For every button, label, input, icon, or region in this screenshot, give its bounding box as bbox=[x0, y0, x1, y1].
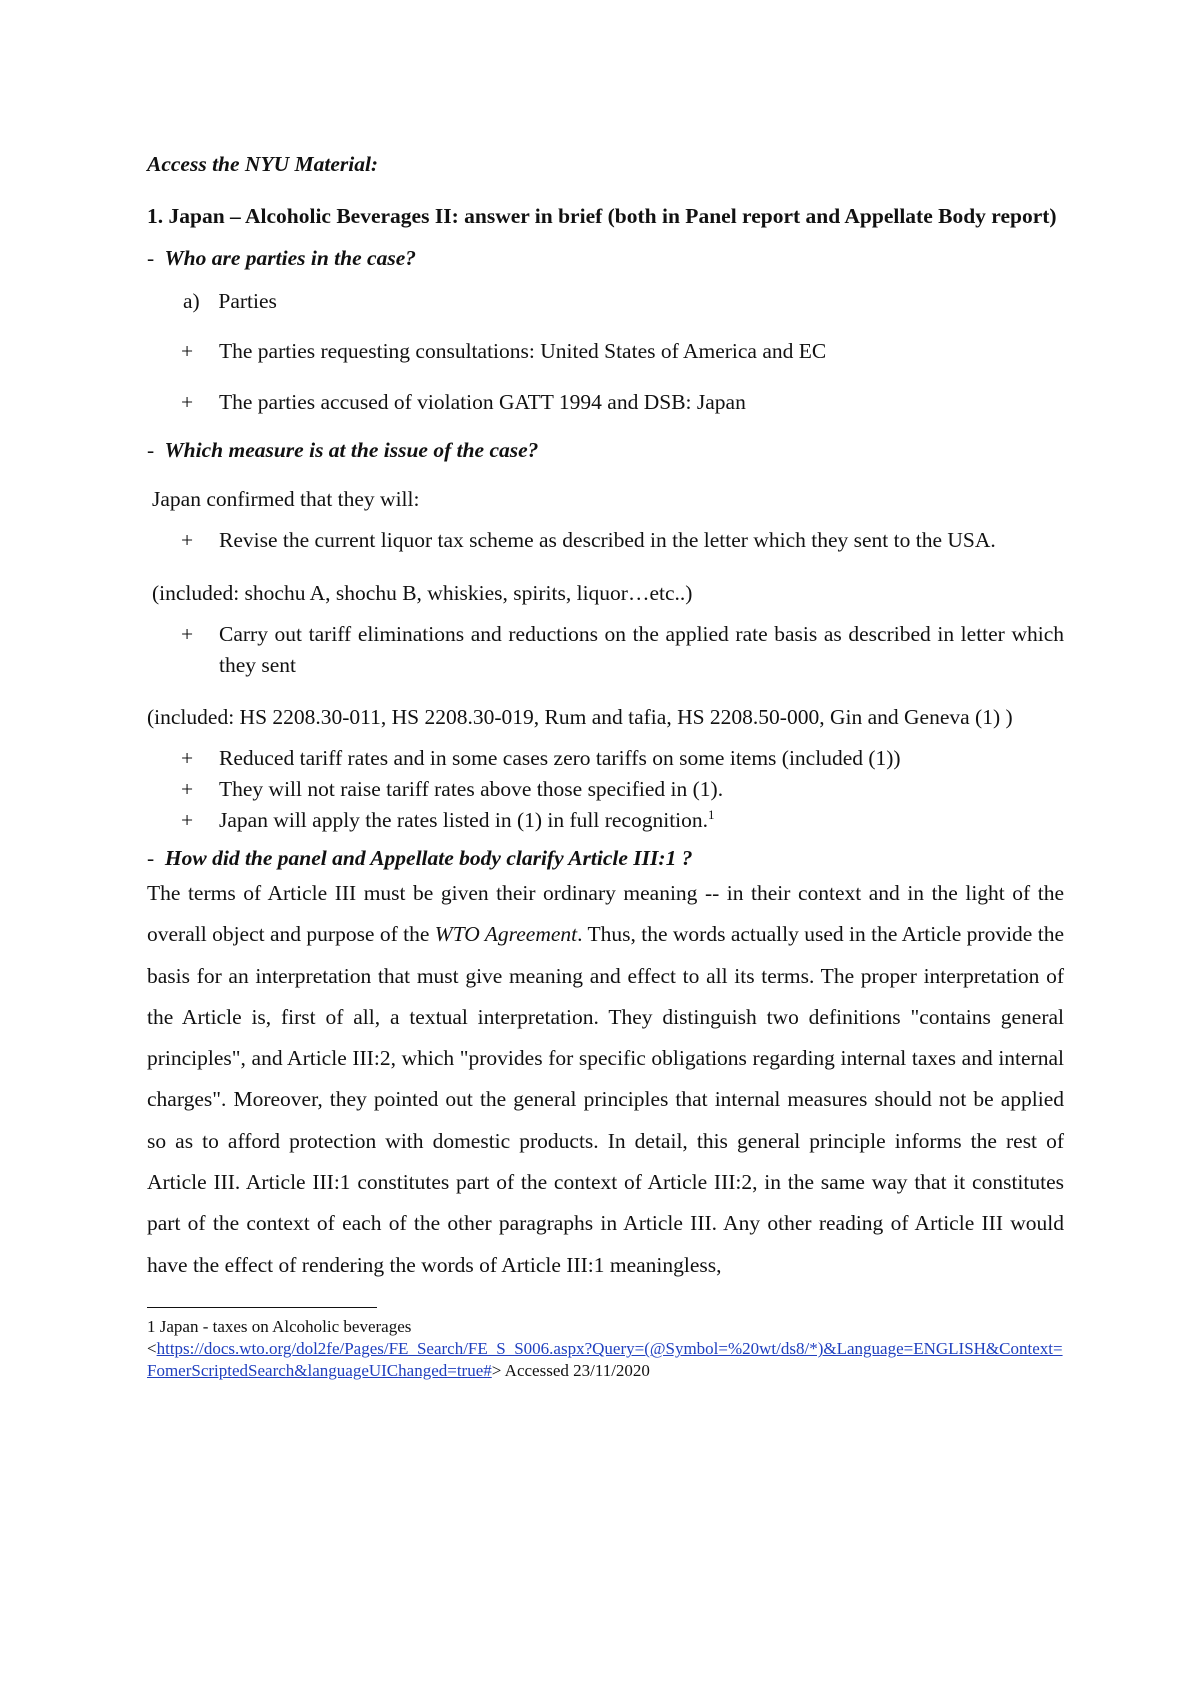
list-item bbox=[147, 774, 1064, 805]
footnote bbox=[147, 1316, 1064, 1382]
body-paragraph bbox=[147, 873, 1064, 1286]
parties-subheading bbox=[147, 289, 1064, 314]
question-text: How did the panel and Appellate body clarify Article III:1 ? bbox=[164, 846, 693, 870]
question-text: Who are parties in the case? bbox=[164, 245, 416, 270]
plus-bullet: + bbox=[181, 389, 194, 414]
list-item bbox=[147, 743, 1064, 774]
list-item bbox=[147, 336, 1064, 367]
footnote-link[interactable]: https://docs.wto.org/dol2fe/Pages/FE_Search/FE_S_S006.aspx?Query=(@Symbol=%20wt/ds8/*)&Language=ENGLISH&Context=FomerScriptedSearch&languageUIChanged=true# bbox=[147, 1339, 1063, 1381]
list-item bbox=[147, 805, 1064, 836]
list-item-text: Revise the current liquor tax scheme as described in the letter which they sent to the USA. bbox=[219, 528, 996, 552]
list-item-text: The parties accused of violation GATT 1994 and DSB: Japan bbox=[219, 389, 746, 414]
question-parties bbox=[147, 246, 1064, 271]
question-measure bbox=[147, 438, 1064, 463]
paragraph-emphasis: WTO Agreement bbox=[434, 922, 578, 947]
footnote-bracket: > bbox=[491, 1361, 502, 1381]
measure-intro: Japan confirmed that they will: bbox=[152, 487, 420, 511]
list-item-text: Carry out tariff eliminations and reductions on the applied rate basis as described in letter which they sent bbox=[219, 621, 1064, 677]
document-title: Access the NYU Material: bbox=[147, 152, 379, 176]
plus-bullet: + bbox=[181, 808, 194, 832]
footnote-accessed: Accessed 23/11/2020 bbox=[501, 1361, 650, 1381]
list-item bbox=[147, 525, 1064, 556]
plus-bullet: + bbox=[181, 746, 194, 770]
dash-marker: - bbox=[147, 437, 155, 462]
measure-note: (included: shochu A, shochu B, whiskies, spirits, liquor…etc..) bbox=[152, 580, 693, 605]
plus-bullet: + bbox=[181, 777, 194, 801]
footnote-separator bbox=[147, 1307, 377, 1308]
measure-note: (included: HS 2208.30-011, HS 2208.30-019, Rum and tafia, HS 2208.50-000, Gin and Geneva (1) ) bbox=[147, 705, 1013, 729]
question-article bbox=[147, 846, 1064, 871]
question-text: Which measure is at the issue of the case? bbox=[164, 437, 539, 462]
footnote-number: 1 bbox=[147, 1317, 156, 1337]
plus-bullet: + bbox=[181, 621, 194, 646]
plus-bullet: + bbox=[181, 528, 194, 552]
section-heading: 1. Japan – Alcoholic Beverages II: answer in brief (both in Panel report and Appellate Body report) bbox=[147, 203, 1057, 228]
plus-bullet: + bbox=[181, 338, 194, 363]
footnote-text: Japan - taxes on Alcoholic beverages bbox=[159, 1317, 412, 1337]
footnote-reference[interactable]: 1 bbox=[708, 806, 715, 822]
dash-marker: - bbox=[147, 245, 155, 270]
list-item bbox=[147, 619, 1064, 681]
dash-marker: - bbox=[147, 846, 155, 870]
list-item bbox=[147, 387, 1064, 418]
list-item-text: Reduced tariff rates and in some cases zero tariffs on some items (included (1)) bbox=[219, 746, 901, 770]
footnote-bracket: < bbox=[147, 1339, 157, 1359]
list-item-text: The parties requesting consultations: United States of America and EC bbox=[219, 338, 827, 363]
parties-label: Parties bbox=[218, 288, 277, 313]
paragraph-text: The terms of Article III must be given their ordinary meaning -- in their context and in the light of the overall object and purpose of the bbox=[147, 881, 1064, 947]
list-item-text: Japan will apply the rates listed in (1) in full recognition. bbox=[219, 808, 709, 832]
list-marker: a) bbox=[183, 288, 200, 313]
list-item-text: They will not raise tariff rates above those specified in (1). bbox=[219, 777, 724, 801]
paragraph-text: . Thus, the words actually used in the Article provide the basis for an interpretation that must give meaning and effect to all its terms. The proper interpretation of the Article is, first of all, a textual interpretation. They distinguish two definitions "contains general principles", and Article III:2, which "provides for specific obligations regarding internal taxes and internal charges". Moreover, they pointed out the general principles that internal measures should not be applied so as to afford protection with domestic products. In detail, this general principle informs the rest of Article III. Article III:1 constitutes part of the context of Article III:2, in the same way that it constitutes part of the context of each of the other paragraphs in Article III. Any other reading of Article III would have the effect of rendering the words of Article III:1 meaningless, bbox=[147, 922, 1064, 1277]
